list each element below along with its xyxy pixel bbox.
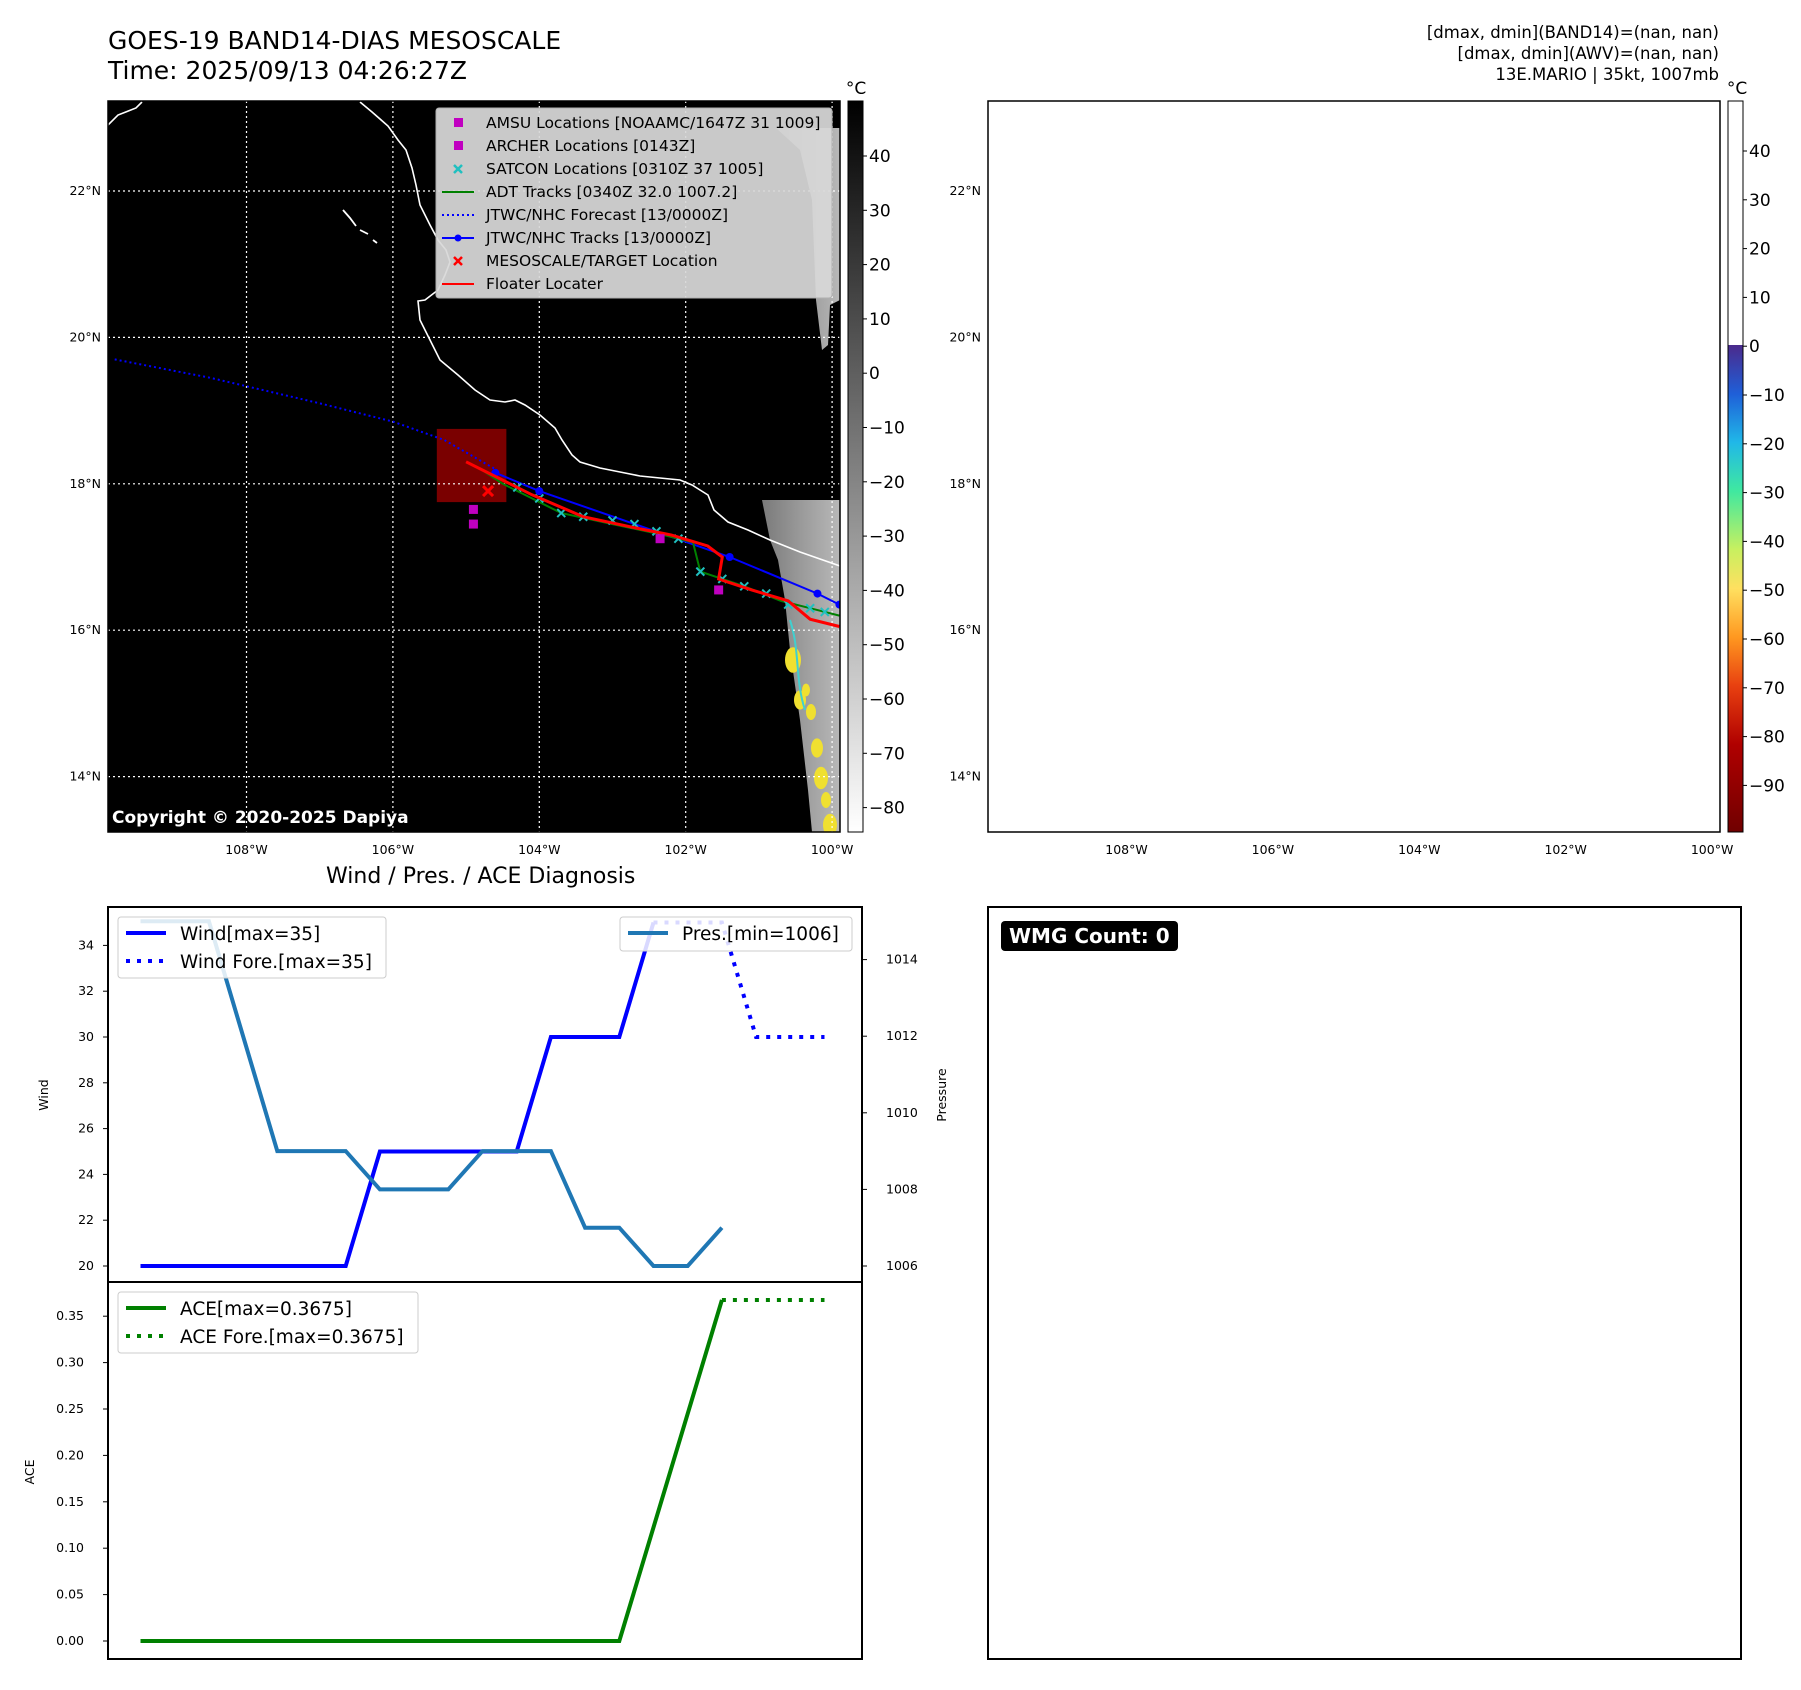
ace-ytick-label: 0.15 <box>56 1493 84 1509</box>
lat-tick-label: 20°N <box>69 329 101 345</box>
colorbar-left-tick-label: −20 <box>869 472 905 493</box>
ace-ytick-label: 0.05 <box>56 1586 84 1602</box>
awv-lat-tick-label: 18°N <box>949 475 981 491</box>
cold-cloud-spot <box>814 767 828 789</box>
diagnosis-chart-title: Wind / Pres. / ACE Diagnosis <box>326 864 636 889</box>
wind-ytick-label: 20 <box>78 1258 94 1273</box>
colorbar-left-tick-label: −40 <box>869 581 905 602</box>
amsu-point <box>656 534 665 543</box>
colorbar-right-tick-label: −90 <box>1749 776 1785 797</box>
colorbar-right-tick-label: −70 <box>1749 678 1785 699</box>
colorbar-right-tick-label: 0 <box>1749 337 1760 358</box>
colorbar-right-tick-label: 30 <box>1749 190 1771 211</box>
wind-ytick-label: 34 <box>78 937 94 953</box>
lat-tick-label: 16°N <box>69 622 101 638</box>
ace-axis-label: ACE <box>22 1459 37 1485</box>
awv-lat-tick-label: 20°N <box>949 329 981 345</box>
colorbar-right-colors <box>1728 345 1743 832</box>
ace-ytick-label: 0.35 <box>56 1308 84 1324</box>
band14-range: [dmax, dmin](BAND14)=(nan, nan) <box>1426 23 1719 42</box>
colorbar-left-unit: °C <box>845 79 867 99</box>
colorbar-left <box>848 101 863 832</box>
lon-tick-label: 108°W <box>225 842 268 857</box>
wind-ytick-label: 32 <box>78 983 94 999</box>
best-track-point <box>726 553 734 561</box>
wind-ytick-label: 28 <box>78 1074 94 1090</box>
legend-label: JTWC/NHC Forecast [13/0000Z] <box>486 206 729 224</box>
awv-lon-tick-label: 100°W <box>1690 842 1734 857</box>
wind-legend-label: Wind[max=35] <box>180 924 321 945</box>
colorbar-right-tick-label: −80 <box>1749 727 1785 748</box>
awv-lat-tick-label: 22°N <box>949 183 981 198</box>
colorbar-right-tick-label: 20 <box>1749 239 1771 260</box>
wind-ytick-label: 22 <box>78 1212 94 1228</box>
legend-label: MESOSCALE/TARGET Location <box>486 252 718 270</box>
wind-axis-label: Wind <box>36 1079 51 1111</box>
title-line-2: Time: 2025/09/13 04:26:27Z <box>108 56 467 85</box>
colorbar-left-tick-label: 20 <box>869 255 891 276</box>
awv-lat-tick-label: 16°N <box>949 622 981 638</box>
ace-ytick-label: 0.30 <box>56 1354 84 1370</box>
ace-legend-label: ACE[max=0.3675] <box>180 1299 352 1320</box>
colorbar-left-tick-label: 30 <box>869 201 891 222</box>
legend-label: AMSU Locations [NOAAMC/1647Z 31 1009] <box>486 114 821 132</box>
cold-cloud-spot <box>802 684 810 697</box>
lon-tick-label: 102°W <box>664 842 707 857</box>
colorbar-right-tick-label: 40 <box>1749 142 1771 162</box>
wmg-count-badge: WMG Count: 0 <box>1001 921 1178 951</box>
colorbar-right-tick-label: −20 <box>1749 434 1785 455</box>
legend-label: JTWC/NHC Tracks [13/0000Z] <box>486 229 712 247</box>
colorbar-left-tick-label: 40 <box>869 147 891 167</box>
awv-lon-tick-label: 108°W <box>1105 842 1148 857</box>
colorbar-right-white <box>1728 101 1743 345</box>
pressure-ytick-label: 1008 <box>886 1181 918 1197</box>
title-line-1: GOES-19 BAND14-DIAS MESOSCALE <box>108 26 562 55</box>
ace-ytick-label: 0.25 <box>56 1401 84 1416</box>
colorbar-left-tick-label: −60 <box>869 690 905 710</box>
wmg-panel-frame <box>988 907 1741 1659</box>
colorbar-left-tick-label: −70 <box>869 744 905 765</box>
ace-ytick-label: 0.00 <box>56 1633 84 1648</box>
legend-label: SATCON Locations [0310Z 37 1005] <box>486 160 764 178</box>
pressure-ytick-label: 1014 <box>886 951 918 967</box>
amsu-point <box>469 505 478 514</box>
best-track-point <box>813 590 821 598</box>
legend-marker <box>455 235 462 242</box>
wind-ytick-label: 26 <box>78 1120 94 1136</box>
colorbar-left-tick-label: −10 <box>869 418 905 439</box>
amsu-point <box>714 585 723 594</box>
cold-cloud-spot <box>811 738 823 757</box>
legend-label: ARCHER Locations [0143Z] <box>486 137 696 155</box>
cold-cloud-spot <box>823 814 837 836</box>
colorbar-right-tick-label: −60 <box>1749 630 1785 650</box>
colorbar-right-tick-label: −40 <box>1749 532 1785 553</box>
lon-tick-label: 106°W <box>371 842 415 857</box>
ace-ytick-label: 0.20 <box>56 1447 84 1463</box>
copyright-text: Copyright © 2020-2025 Dapiya <box>112 808 409 828</box>
pressure-ytick-label: 1006 <box>886 1258 918 1273</box>
legend-marker <box>454 118 463 127</box>
ace-forecast-legend-label: ACE Fore.[max=0.3675] <box>180 1327 404 1348</box>
awv-range: [dmax, dmin](AWV)=(nan, nan) <box>1457 44 1719 63</box>
pressure-axis-label: Pressure <box>934 1068 949 1122</box>
awv-map-frame <box>988 101 1720 832</box>
wind-forecast-legend-label: Wind Fore.[max=35] <box>180 952 372 973</box>
storm-summary: 13E.MARIO | 35kt, 1007mb <box>1495 65 1719 84</box>
colorbar-left-tick-label: −30 <box>869 527 905 548</box>
colorbar-left-tick-label: −80 <box>869 798 905 819</box>
ace-ytick-label: 0.10 <box>56 1540 84 1556</box>
lon-tick-label: 100°W <box>810 842 854 857</box>
pressure-ytick-label: 1010 <box>886 1104 918 1120</box>
colorbar-right-tick-label: −50 <box>1749 581 1785 602</box>
legend-label: Floater Locater <box>486 275 603 293</box>
colorbar-right-tick-label: −30 <box>1749 483 1785 504</box>
colorbar-left-tick-label: 10 <box>869 309 891 330</box>
legend-label: ADT Tracks [0340Z 32.0 1007.2] <box>486 183 738 201</box>
awv-lat-tick-label: 14°N <box>949 768 981 784</box>
awv-lon-tick-label: 102°W <box>1544 842 1587 857</box>
colorbar-left-tick-label: −50 <box>869 635 905 656</box>
amsu-point <box>469 520 478 529</box>
cold-cloud-spot <box>806 704 816 720</box>
wind-ytick-label: 24 <box>78 1166 94 1182</box>
cold-cloud-spot <box>821 792 831 808</box>
pressure-legend-label: Pres.[min=1006] <box>682 924 839 945</box>
colorbar-right-tick-label: −10 <box>1749 386 1785 406</box>
wind-ytick-label: 30 <box>78 1029 94 1044</box>
lat-tick-label: 14°N <box>69 768 101 784</box>
lon-tick-label: 104°W <box>518 842 561 857</box>
awv-lon-tick-label: 104°W <box>1398 842 1441 857</box>
awv-lon-tick-label: 106°W <box>1251 842 1295 857</box>
pressure-ytick-label: 1012 <box>886 1028 918 1044</box>
colorbar-left-tick-label: 0 <box>869 364 880 385</box>
best-track-point <box>535 487 543 495</box>
lat-tick-label: 18°N <box>69 475 101 491</box>
colorbar-right-unit: °C <box>1726 79 1748 99</box>
lat-tick-label: 22°N <box>69 183 101 198</box>
colorbar-right-tick-label: 10 <box>1749 288 1771 309</box>
legend-marker <box>454 141 463 150</box>
